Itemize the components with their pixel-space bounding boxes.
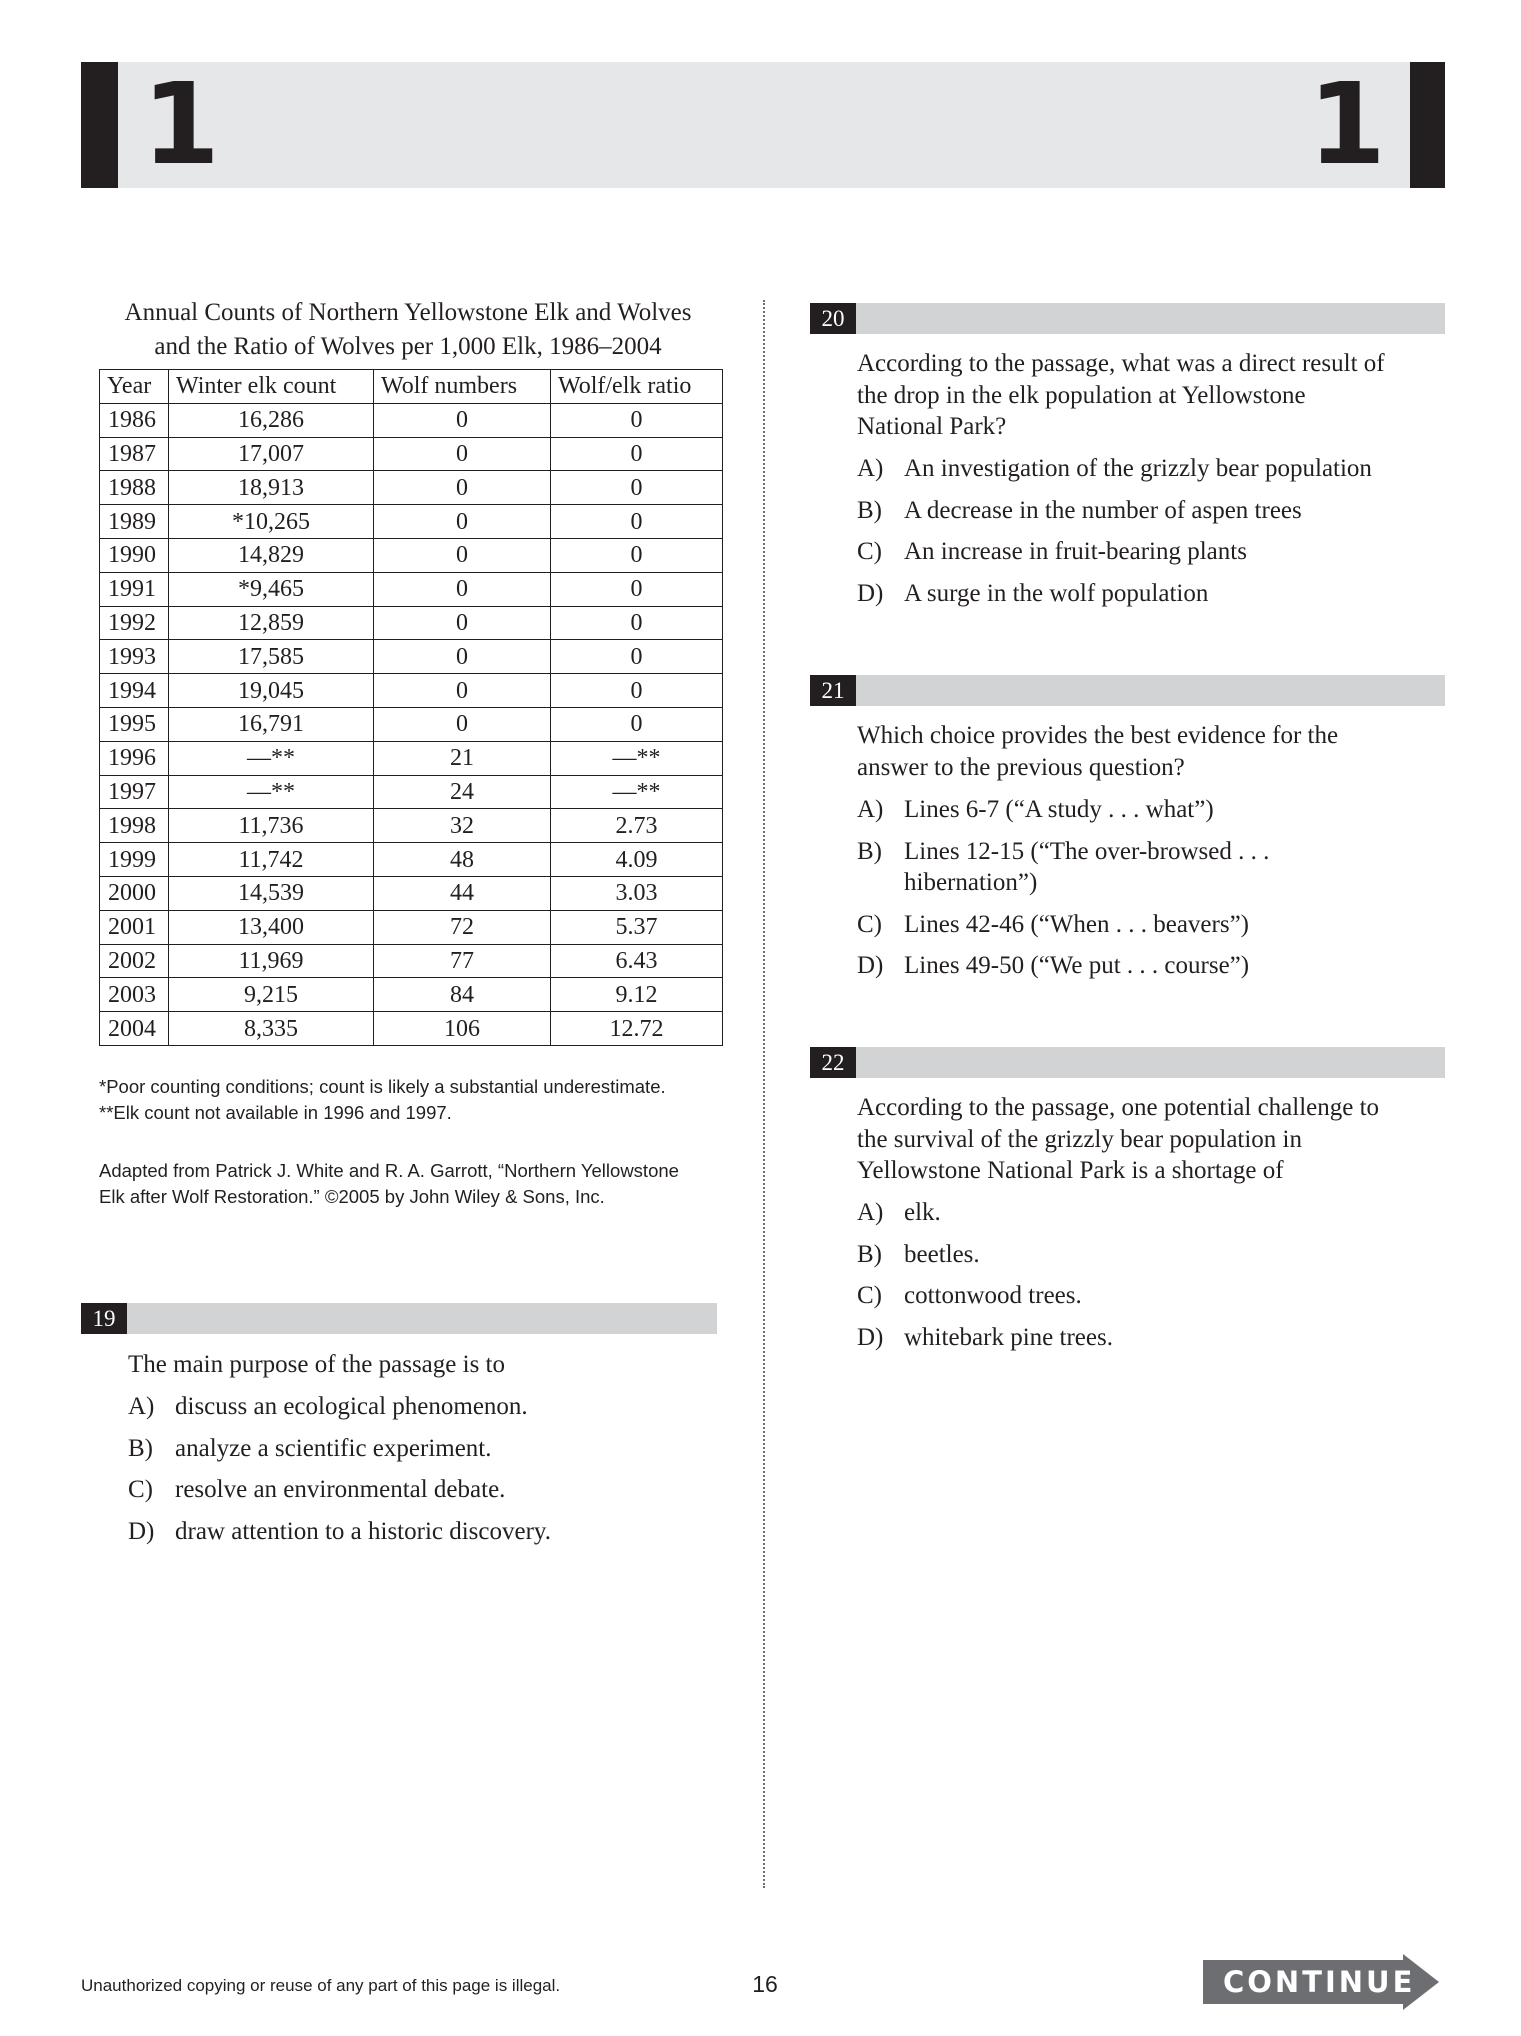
year-cell: 2001 (100, 910, 169, 944)
ratio-cell: 0 (551, 606, 723, 640)
question-20-stem: According to the passage, what was a direct result of the drop in the elk population at Yellowstone National Park? (857, 350, 1385, 440)
question-19-number: 19 (81, 1303, 127, 1334)
year-cell: 1998 (100, 809, 169, 843)
ratio-cell: 0 (551, 707, 723, 741)
ratio-cell: 0 (551, 437, 723, 471)
wolf-numbers-cell: 0 (374, 707, 551, 741)
section-header-band (81, 62, 1445, 188)
column-header-wolf-numbers: Wolf numbers (374, 370, 551, 404)
table-title (88, 296, 728, 364)
elk-count-cell: 13,400 (169, 910, 374, 944)
source-line-1: Adapted from Patrick J. White and R. A. Garrott, “Northern Yellowstone (99, 1160, 679, 1181)
ratio-cell: 0 (551, 471, 723, 505)
question-20-choice-c[interactable]: C) An increase in fruit-bearing plants (857, 538, 1247, 565)
year-cell: 1999 (100, 843, 169, 877)
question-21-number: 21 (810, 675, 856, 706)
question-20-number: 20 (810, 303, 856, 334)
question-21-bar (810, 675, 1445, 706)
wolf-numbers-cell: 0 (374, 505, 551, 539)
year-cell: 1997 (100, 775, 169, 809)
wolf-numbers-cell: 0 (374, 437, 551, 471)
ratio-cell: 0 (551, 572, 723, 606)
table-notes (99, 1074, 739, 1126)
wolf-numbers-cell: 48 (374, 843, 551, 877)
question-19-bar (81, 1303, 717, 1334)
question-22-choice-d[interactable]: D) whitebark pine trees. (857, 1323, 1113, 1351)
table-row (100, 1012, 723, 1046)
elk-count-cell: 11,969 (169, 944, 374, 978)
year-cell: 2003 (100, 978, 169, 1012)
table-row (100, 775, 723, 809)
question-19-choice-a[interactable]: A) discuss an ecological phenomenon. (128, 1393, 528, 1420)
year-cell: 2000 (100, 876, 169, 910)
question-22-stem: According to the passage, one potential challenge to the survival of the grizzly bear population in Yellowstone National Park is a shortage of (857, 1094, 1380, 1184)
section-number-left: 1 (142, 60, 220, 190)
table-row (100, 741, 723, 775)
question-21-choice-a[interactable]: A) Lines 6-7 (“A study . . . what”) (857, 796, 1214, 823)
wolf-numbers-cell: 106 (374, 1012, 551, 1046)
elk-count-cell: 19,045 (169, 674, 374, 708)
table-row (100, 437, 723, 471)
wolf-numbers-cell: 0 (374, 403, 551, 437)
elk-count-cell: 9,215 (169, 978, 374, 1012)
question-22-choices (857, 1197, 1447, 1363)
table-row (100, 707, 723, 741)
year-cell: 2002 (100, 944, 169, 978)
year-cell: 1990 (100, 538, 169, 572)
ratio-cell: 12.72 (551, 1012, 723, 1046)
table-header-row (100, 370, 723, 404)
table-row (100, 471, 723, 505)
elk-count-cell: 14,539 (169, 876, 374, 910)
table-note-2: **Elk count not available in 1996 and 1997. (99, 1102, 452, 1123)
table-row (100, 910, 723, 944)
section-header-left-bar (81, 62, 118, 188)
question-21-choices (857, 794, 1447, 992)
column-header-year: Year (100, 370, 169, 404)
continue-button[interactable] (1203, 1954, 1439, 2010)
elk-count-cell: —** (169, 775, 374, 809)
ratio-cell: —** (551, 775, 723, 809)
question-22-bar (810, 1047, 1445, 1078)
elk-count-cell: 17,585 (169, 640, 374, 674)
wolf-numbers-cell: 24 (374, 775, 551, 809)
table-row (100, 674, 723, 708)
wolf-numbers-cell: 0 (374, 606, 551, 640)
ratio-cell: —** (551, 741, 723, 775)
table-row (100, 403, 723, 437)
wolf-numbers-cell: 0 (374, 538, 551, 572)
elk-wolf-table (99, 369, 723, 1046)
wolf-numbers-cell: 0 (374, 572, 551, 606)
elk-count-cell: 12,859 (169, 606, 374, 640)
year-cell: 1988 (100, 471, 169, 505)
year-cell: 2004 (100, 1012, 169, 1046)
table-note-1: *Poor counting conditions; count is likely a substantial underestimate. (99, 1076, 666, 1097)
question-19-stem: The main purpose of the passage is to (128, 1351, 505, 1378)
table-row (100, 978, 723, 1012)
question-22-choice-c[interactable]: C) cottonwood trees. (857, 1282, 1082, 1309)
column-divider (763, 300, 765, 1888)
ratio-cell: 9.12 (551, 978, 723, 1012)
elk-count-cell: 17,007 (169, 437, 374, 471)
year-cell: 1989 (100, 505, 169, 539)
ratio-cell: 6.43 (551, 944, 723, 978)
table-title-line-1: Annual Counts of Northern Yellowstone Elk and Wolves (124, 299, 692, 326)
wolf-numbers-cell: 72 (374, 910, 551, 944)
table-row (100, 572, 723, 606)
question-19-choice-b[interactable]: B) analyze a scientific experiment. (128, 1434, 492, 1462)
question-22-choice-a[interactable]: A) elk. (857, 1199, 941, 1226)
question-19-choices (128, 1391, 728, 1557)
year-cell: 1994 (100, 674, 169, 708)
ratio-cell: 0 (551, 674, 723, 708)
question-21-stem: Which choice provides the best evidence for the answer to the previous question? (857, 722, 1339, 781)
table-row (100, 640, 723, 674)
year-cell: 1991 (100, 572, 169, 606)
elk-count-cell: 18,913 (169, 471, 374, 505)
question-20-choices (857, 453, 1447, 619)
elk-count-cell: 11,742 (169, 843, 374, 877)
elk-count-cell: 8,335 (169, 1012, 374, 1046)
question-20-bar (810, 303, 1445, 334)
question-20-choice-d[interactable]: D) A surge in the wolf population (857, 579, 1209, 607)
table-row (100, 606, 723, 640)
table-row (100, 809, 723, 843)
elk-count-cell: 11,736 (169, 809, 374, 843)
year-cell: 1996 (100, 741, 169, 775)
year-cell: 1992 (100, 606, 169, 640)
elk-count-cell: —** (169, 741, 374, 775)
year-cell: 1987 (100, 437, 169, 471)
question-21-choice-c[interactable]: C) Lines 42-46 (“When . . . beavers”) (857, 910, 1249, 938)
ratio-cell: 3.03 (551, 876, 723, 910)
year-cell: 1995 (100, 707, 169, 741)
wolf-numbers-cell: 0 (374, 674, 551, 708)
question-20-choice-b[interactable]: B) A decrease in the number of aspen trees (857, 496, 1302, 524)
table-row (100, 876, 723, 910)
question-21-choice-d[interactable]: D) Lines 49-50 (“We put . . . course”) (857, 952, 1250, 979)
page-number: 16 (752, 1971, 778, 1997)
elk-count-cell: 14,829 (169, 538, 374, 572)
ratio-cell: 0 (551, 640, 723, 674)
table-body (100, 403, 723, 1045)
copyright-notice: Unauthorized copying or reuse of any part of this page is illegal. (81, 1976, 561, 1995)
question-22-choice-b[interactable]: B) beetles. (857, 1240, 980, 1268)
column-header-ratio: Wolf/elk ratio (551, 370, 723, 404)
elk-count-cell: *10,265 (169, 505, 374, 539)
wolf-numbers-cell: 0 (374, 640, 551, 674)
section-header-right-bar (1410, 62, 1445, 188)
wolf-numbers-cell: 44 (374, 876, 551, 910)
ratio-cell: 5.37 (551, 910, 723, 944)
wolf-numbers-cell: 0 (374, 471, 551, 505)
table-source (99, 1158, 739, 1210)
ratio-cell: 0 (551, 538, 723, 572)
wolf-numbers-cell: 21 (374, 741, 551, 775)
question-20-choice-a[interactable]: A) An investigation of the grizzly bear population (857, 455, 1372, 482)
continue-label: CONTINUE (1223, 1965, 1416, 1999)
table-title-line-2: and the Ratio of Wolves per 1,000 Elk, 1986–2004 (154, 333, 662, 360)
section-number-right: 1 (1308, 60, 1386, 190)
year-cell: 1993 (100, 640, 169, 674)
wolf-numbers-cell: 77 (374, 944, 551, 978)
table-row (100, 505, 723, 539)
wolf-numbers-cell: 32 (374, 809, 551, 843)
table-row (100, 944, 723, 978)
ratio-cell: 2.73 (551, 809, 723, 843)
question-22-number: 22 (810, 1047, 856, 1078)
elk-count-cell: 16,791 (169, 707, 374, 741)
column-header-elk-count: Winter elk count (169, 370, 374, 404)
table-row (100, 843, 723, 877)
wolf-numbers-cell: 84 (374, 978, 551, 1012)
question-19-choice-c[interactable]: C) resolve an environmental debate. (128, 1476, 506, 1503)
table-row (100, 538, 723, 572)
ratio-cell: 4.09 (551, 843, 723, 877)
question-19-choice-d[interactable]: D) draw attention to a historic discovery. (128, 1517, 552, 1545)
ratio-cell: 0 (551, 505, 723, 539)
year-cell: 1986 (100, 403, 169, 437)
question-21-choice-b[interactable]: B) Lines 12-15 (“The over-browsed . . . hibernation”) (857, 837, 1270, 896)
elk-count-cell: 16,286 (169, 403, 374, 437)
elk-count-cell: *9,465 (169, 572, 374, 606)
source-line-2: Elk after Wolf Restoration.” ©2005 by John Wiley & Sons, Inc. (99, 1186, 605, 1207)
ratio-cell: 0 (551, 403, 723, 437)
